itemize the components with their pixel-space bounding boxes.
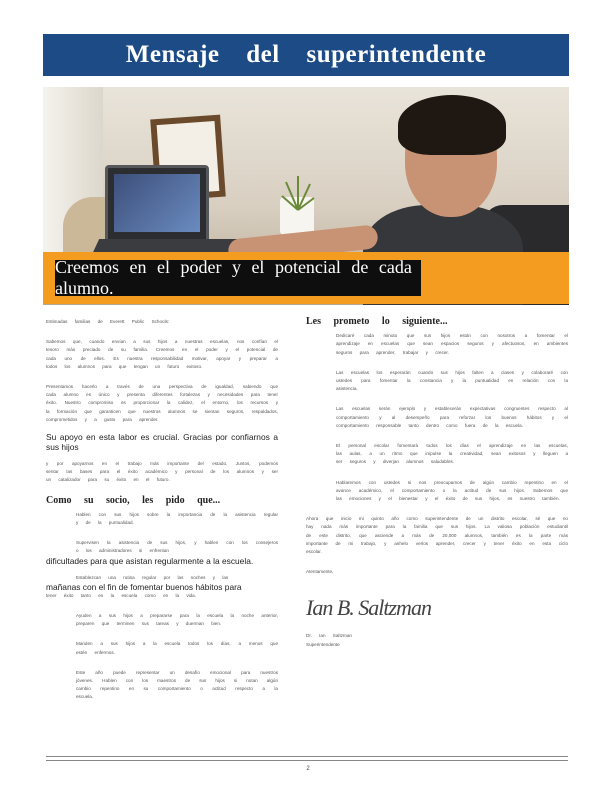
list-item: Supervisen la asistencia de sus hijos, y hablen con los consejeros o los administradores si enfrentan xyxy=(76,540,278,554)
tagline-box xyxy=(55,257,421,298)
photo-student-hair xyxy=(398,95,506,155)
paragraph: Ahora que inicio mi quinto año como superintendente de un distrito escolar, sé que no hay nada más importante para la familia que sus hijos. La valiosa población estudiantil de este distrito, que asciende a más de 20,000 alumnos, también es la parte más importante de mi trabajo, y anhelo verlos aprender, crecer y tener éxito en esta ciclo escolar. xyxy=(306,516,568,555)
highlight-text: dificultades para que asistan regularmente a la escuela. xyxy=(46,555,254,566)
list-item: Manden a sus hijos a la escuela todos los días, a menos que estén enfermos. xyxy=(76,641,278,655)
closing: Atentamente, xyxy=(306,569,334,575)
paragraph: y por apoyarnos en el trabajo más importante del estado. Juntos, podemos sentar las bases para el éxito académico y personal de los alumnos y ser un catalizador para su éxito en el futuro. xyxy=(46,461,278,483)
list-item: Este año puede representar un desafío emocional para nuestros jóvenes. Hablen con los maestros de sus hijos si notan algún cambio repentino en su comportamiento o actitud respecto a la escuela. xyxy=(76,669,278,700)
right-column xyxy=(306,318,568,649)
list-item: Las escuelas serán ejemplo y establecerán expectativas congruentes respecto al comportamiento y al desempeño para reforzar los buenos hábitos y el comportamiento responsable tanto dentro como fuera de la escuela. xyxy=(336,406,568,428)
paragraph: Sabemos que, cuando envían a sus hijos a nuestras escuelas, nos confían el tesoro más preciado de su familia. Creemos en el poder y el potencial de cada uno de ellos. Es nuestra responsabilidad motivar, apoyar y preparar a todos los alumnos para que tengan un futuro exitoso. xyxy=(46,339,278,369)
footer-rule xyxy=(46,756,568,757)
paragraph: Presentamos hacerlo a través de una perspectiva de igualdad, sabiendo que cada alumno es único y presenta diferentes fortalezas y necesidades para tener éxito. Nuestro compromiso es proporcionar la calidez, el entorno, los recursos y la formación que garanticen que nuestros alumnos se sientan seguros, respaldados, comprometidos y a gusto para aprender. xyxy=(46,384,278,422)
signer-block xyxy=(306,632,568,648)
highlight-text: mañanas con el fin de fomentar buenos hábitos para xyxy=(46,581,242,592)
list-item: Las escuelas los esperarán cuando sus hijos falten a clases y colaboraré con ustedes para fomentar la constancia y la puntualidad en relación con la asistencia. xyxy=(336,369,568,392)
photo-plant xyxy=(278,172,318,212)
photo-laptop xyxy=(105,165,209,245)
page-number: 2 xyxy=(306,766,310,772)
section-heading: Les prometo lo siguiente... xyxy=(306,316,448,327)
signer-role: Superintendente xyxy=(306,641,340,647)
signer-name: Dr. Ian Saltzman xyxy=(306,633,352,639)
left-column xyxy=(46,318,278,714)
greeting: Estimadas familias de Everett Public Schools: xyxy=(46,319,170,324)
highlight-text: Su apoyo en esta labor es crucial. Gracias por confiarnos a sus hijos xyxy=(46,432,278,453)
section-heading: Como su socio, les pido que... xyxy=(46,494,221,506)
list-item: El personal escolar fomentará todos los días el aprendizaje en las escuelas, las aulas, a un ritmo que impulse la creatividad, sean exitosos y lleguen a ser seguros y diverjan alumnos saludables. xyxy=(336,443,568,465)
tagline-text: Creemos en el poder y el potencial de cada alumno. xyxy=(55,257,412,298)
tagline-banner xyxy=(43,252,569,304)
footer-rule xyxy=(46,760,568,761)
list-item: Hablaremos con ustedes si nos preocupamos de algún cambio repentino en el avance académico, el comportamiento o la actitud de sus hijos. Sabemos que las emociones y el bienestar y el éxito de sus hijos, es nuestro también. xyxy=(336,479,568,502)
page-title: Mensaje del superintendente xyxy=(125,41,487,68)
list-item: Dedicaré cada minuto que sus hijos están con nosotros a fomentar el aprendizaje en escuelas que sean espacios seguros y afectuosos, en ambientes seguros para aprender, trabajar y crecer. xyxy=(336,333,568,355)
list-item: Establezcan una rutina regular por las noches y las xyxy=(76,574,229,580)
list-item: Ayuden a sus hijos a prepararse para la escuela la noche anterior, preparen que terminen sus tareas y duerman bien. xyxy=(76,613,278,627)
title-banner xyxy=(43,34,569,76)
signature: Ian B. Saltzman xyxy=(306,595,431,621)
list-item: Hablen con sus hijos sobre la importancia de la asistencia regular y de la puntualidad. xyxy=(76,511,278,526)
list-item: tener éxito tanto en la escuela como en la vida. xyxy=(46,592,197,598)
